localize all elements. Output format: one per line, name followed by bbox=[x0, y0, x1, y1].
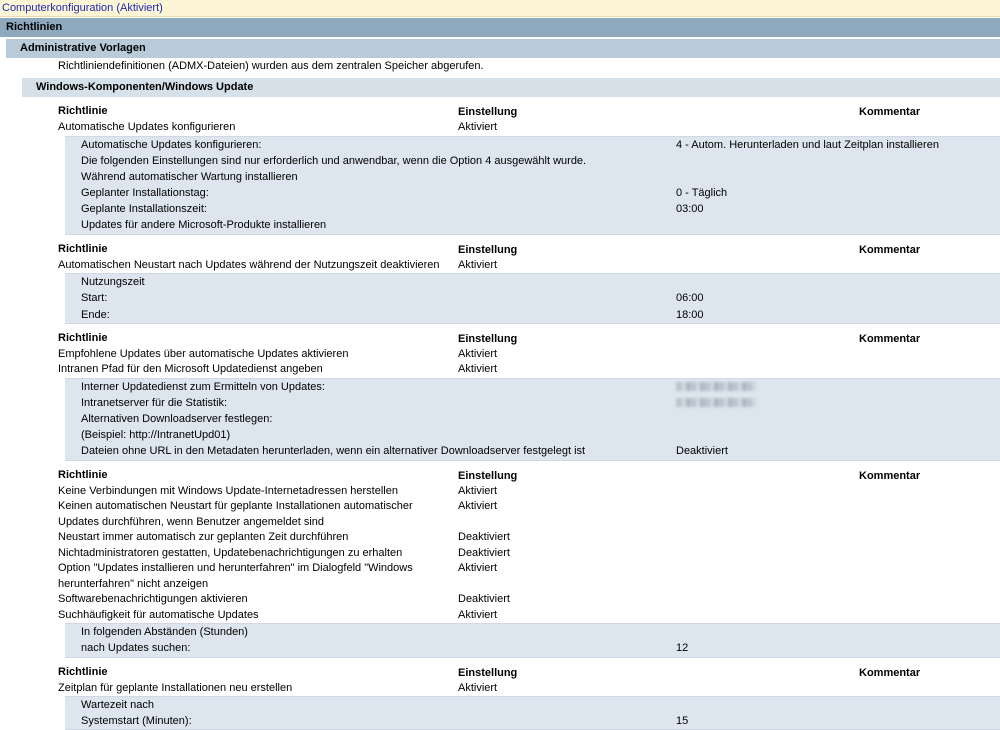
column-header-policy: Richtlinie bbox=[58, 242, 108, 255]
detail-row bbox=[65, 624, 1000, 640]
policy-setting: Deaktiviert bbox=[458, 593, 510, 606]
policy-setting: Deaktiviert bbox=[458, 546, 510, 559]
policy-detail-block bbox=[65, 273, 1000, 324]
policy-name: Option "Updates installieren und herunterfahren" im Dialogfeld "Windows herunterfahren" nicht anzeigen bbox=[58, 562, 413, 590]
detail-label: (Beispiel: http://IntranetUpd01) bbox=[81, 429, 231, 442]
detail-row bbox=[65, 137, 1000, 153]
column-header-setting: Einstellung bbox=[458, 106, 518, 118]
policy-table-header bbox=[58, 331, 1000, 347]
detail-row bbox=[65, 443, 1000, 459]
redacted-url bbox=[676, 398, 756, 407]
detail-label: Updates für andere Microsoft-Produkte installieren bbox=[81, 219, 327, 232]
policy-setting: Aktiviert bbox=[458, 121, 498, 133]
detail-row bbox=[65, 169, 1000, 185]
policy-row bbox=[58, 530, 1000, 546]
policy-name: Empfohlene Updates über automatische Updates aktivieren bbox=[58, 347, 349, 360]
detail-row bbox=[65, 640, 1000, 656]
policy-row bbox=[58, 484, 1000, 500]
detail-label: Geplanter Installationstag: bbox=[81, 187, 209, 200]
policy-row bbox=[58, 681, 1000, 697]
policy-setting: Aktiviert bbox=[458, 363, 498, 376]
detail-label: In folgenden Abständen (Stunden) bbox=[81, 626, 248, 639]
admin-templates-header[interactable]: Administrative Vorlagen bbox=[6, 39, 1000, 58]
detail-value: 15 bbox=[676, 715, 689, 728]
policy-name: Automatische Updates konfigurieren bbox=[58, 121, 236, 133]
policy-row bbox=[58, 561, 1000, 592]
detail-label: Interner Updatedienst zum Ermitteln von Updates: bbox=[81, 380, 325, 393]
policy-row bbox=[58, 258, 1000, 274]
policy-name: Suchhäufigkeit für automatische Updates bbox=[58, 608, 259, 621]
policy-detail-block bbox=[65, 136, 1000, 235]
computer-config-title[interactable]: Computerkonfiguration (Aktiviert) bbox=[0, 0, 1000, 17]
policy-detail-block bbox=[65, 696, 1000, 730]
column-header-policy: Richtlinie bbox=[58, 105, 108, 117]
column-header-setting: Einstellung bbox=[458, 666, 518, 679]
column-header-setting: Einstellung bbox=[458, 469, 518, 482]
policy-name: Intranen Pfad für den Microsoft Updatedienst angeben bbox=[58, 363, 323, 376]
policy-row bbox=[58, 592, 1000, 608]
policy-detail-block bbox=[65, 378, 1000, 461]
detail-value: 03:00 bbox=[676, 203, 704, 216]
detail-row bbox=[65, 307, 1000, 323]
detail-label: Intranetserver für die Statistik: bbox=[81, 396, 228, 409]
column-header-comment: Kommentar bbox=[859, 243, 921, 256]
detail-row bbox=[65, 290, 1000, 306]
admx-source-note: Richtliniendefinitionen (ADMX-Dateien) wurden aus dem zentralen Speicher abgerufen. bbox=[58, 60, 484, 72]
policy-name: Softwarebenachrichtigungen aktivieren bbox=[58, 593, 248, 606]
windows-update-section-header[interactable]: Windows-Komponenten/Windows Update bbox=[22, 78, 1000, 97]
policy-row bbox=[58, 608, 1000, 624]
detail-value: Deaktiviert bbox=[676, 445, 728, 458]
policy-name: Zeitplan für geplante Installationen neu erstellen bbox=[58, 681, 293, 694]
policy-content bbox=[0, 104, 1000, 730]
detail-label: Die folgenden Einstellungen sind nur erforderlich und anwendbar, wenn die Option 4 ausgewählt wurde. bbox=[81, 154, 587, 167]
detail-label: Geplante Installationszeit: bbox=[81, 203, 207, 216]
policy-setting: Aktiviert bbox=[458, 347, 498, 360]
column-header-setting: Einstellung bbox=[458, 332, 518, 345]
policy-name: Nichtadministratoren gestatten, Updatebenachrichtigungen zu erhalten bbox=[58, 546, 403, 559]
detail-row bbox=[65, 217, 1000, 233]
detail-row bbox=[65, 153, 1000, 169]
detail-label: Systemstart (Minuten): bbox=[81, 715, 192, 728]
policy-table-header bbox=[58, 242, 1000, 258]
detail-label: nach Updates suchen: bbox=[81, 642, 191, 655]
detail-label: Dateien ohne URL in den Metadaten herunterladen, wenn ein alternativer Downloadserver festgelegt ist bbox=[81, 445, 586, 458]
policy-name: Keine Verbindungen mit Windows Update-Internetadressen herstellen bbox=[58, 484, 398, 497]
detail-value: 18:00 bbox=[676, 308, 704, 321]
policy-name: Keinen automatischen Neustart für geplante Installationen automatischer Updates durchführen, wenn Benutzer angemeldet sind bbox=[58, 500, 413, 528]
column-header-setting: Einstellung bbox=[458, 243, 518, 256]
detail-value: 0 - Täglich bbox=[676, 187, 728, 200]
detail-row bbox=[65, 395, 1000, 411]
policy-row bbox=[58, 546, 1000, 562]
column-header-comment: Kommentar bbox=[859, 106, 921, 118]
policy-name: Automatischen Neustart nach Updates während der Nutzungszeit deaktivieren bbox=[58, 258, 440, 271]
detail-label: Wartezeit nach bbox=[81, 699, 154, 711]
policy-setting: Aktiviert bbox=[458, 258, 498, 271]
policy-table-header bbox=[58, 104, 1000, 120]
detail-row bbox=[65, 697, 1000, 713]
policy-setting: Aktiviert bbox=[458, 562, 498, 575]
policy-table-header bbox=[58, 468, 1000, 484]
detail-label: Alternativen Downloadserver festlegen: bbox=[81, 413, 273, 426]
policy-row bbox=[58, 347, 1000, 363]
column-header-policy: Richtlinie bbox=[58, 468, 108, 481]
policy-setting: Deaktiviert bbox=[458, 531, 510, 544]
policy-name: Neustart immer automatisch zur geplanten Zeit durchführen bbox=[58, 531, 349, 544]
policy-setting: Aktiviert bbox=[458, 500, 498, 513]
detail-row bbox=[65, 274, 1000, 290]
policy-row bbox=[58, 499, 1000, 530]
detail-label: Ende: bbox=[81, 308, 110, 321]
column-header-policy: Richtlinie bbox=[58, 665, 108, 678]
richtlinien-header[interactable]: Richtlinien bbox=[0, 18, 1000, 37]
policy-row bbox=[58, 120, 1000, 136]
detail-value: 06:00 bbox=[676, 292, 704, 305]
detail-label: Nutzungszeit bbox=[81, 276, 145, 289]
detail-row bbox=[65, 713, 1000, 729]
column-header-comment: Kommentar bbox=[859, 469, 921, 482]
detail-row bbox=[65, 379, 1000, 395]
detail-row bbox=[65, 185, 1000, 201]
column-header-comment: Kommentar bbox=[859, 332, 921, 345]
detail-value bbox=[676, 379, 756, 396]
column-header-policy: Richtlinie bbox=[58, 331, 108, 344]
detail-value: 4 - Autom. Herunterladen und laut Zeitplan installieren bbox=[676, 138, 939, 151]
detail-value: 12 bbox=[676, 642, 689, 655]
policy-detail-block bbox=[65, 623, 1000, 657]
redacted-url bbox=[676, 382, 756, 391]
column-header-comment: Kommentar bbox=[859, 666, 921, 679]
detail-row bbox=[65, 427, 1000, 443]
detail-label: Während automatischer Wartung installieren bbox=[81, 170, 298, 183]
detail-row bbox=[65, 411, 1000, 427]
detail-value bbox=[676, 395, 756, 412]
policy-row bbox=[58, 362, 1000, 378]
policy-setting: Aktiviert bbox=[458, 608, 498, 621]
detail-label: Start: bbox=[81, 292, 108, 305]
detail-row bbox=[65, 201, 1000, 217]
policy-table-header bbox=[58, 665, 1000, 681]
policy-setting: Aktiviert bbox=[458, 484, 498, 497]
detail-label: Automatische Updates konfigurieren: bbox=[81, 138, 262, 151]
policy-setting: Aktiviert bbox=[458, 681, 498, 694]
